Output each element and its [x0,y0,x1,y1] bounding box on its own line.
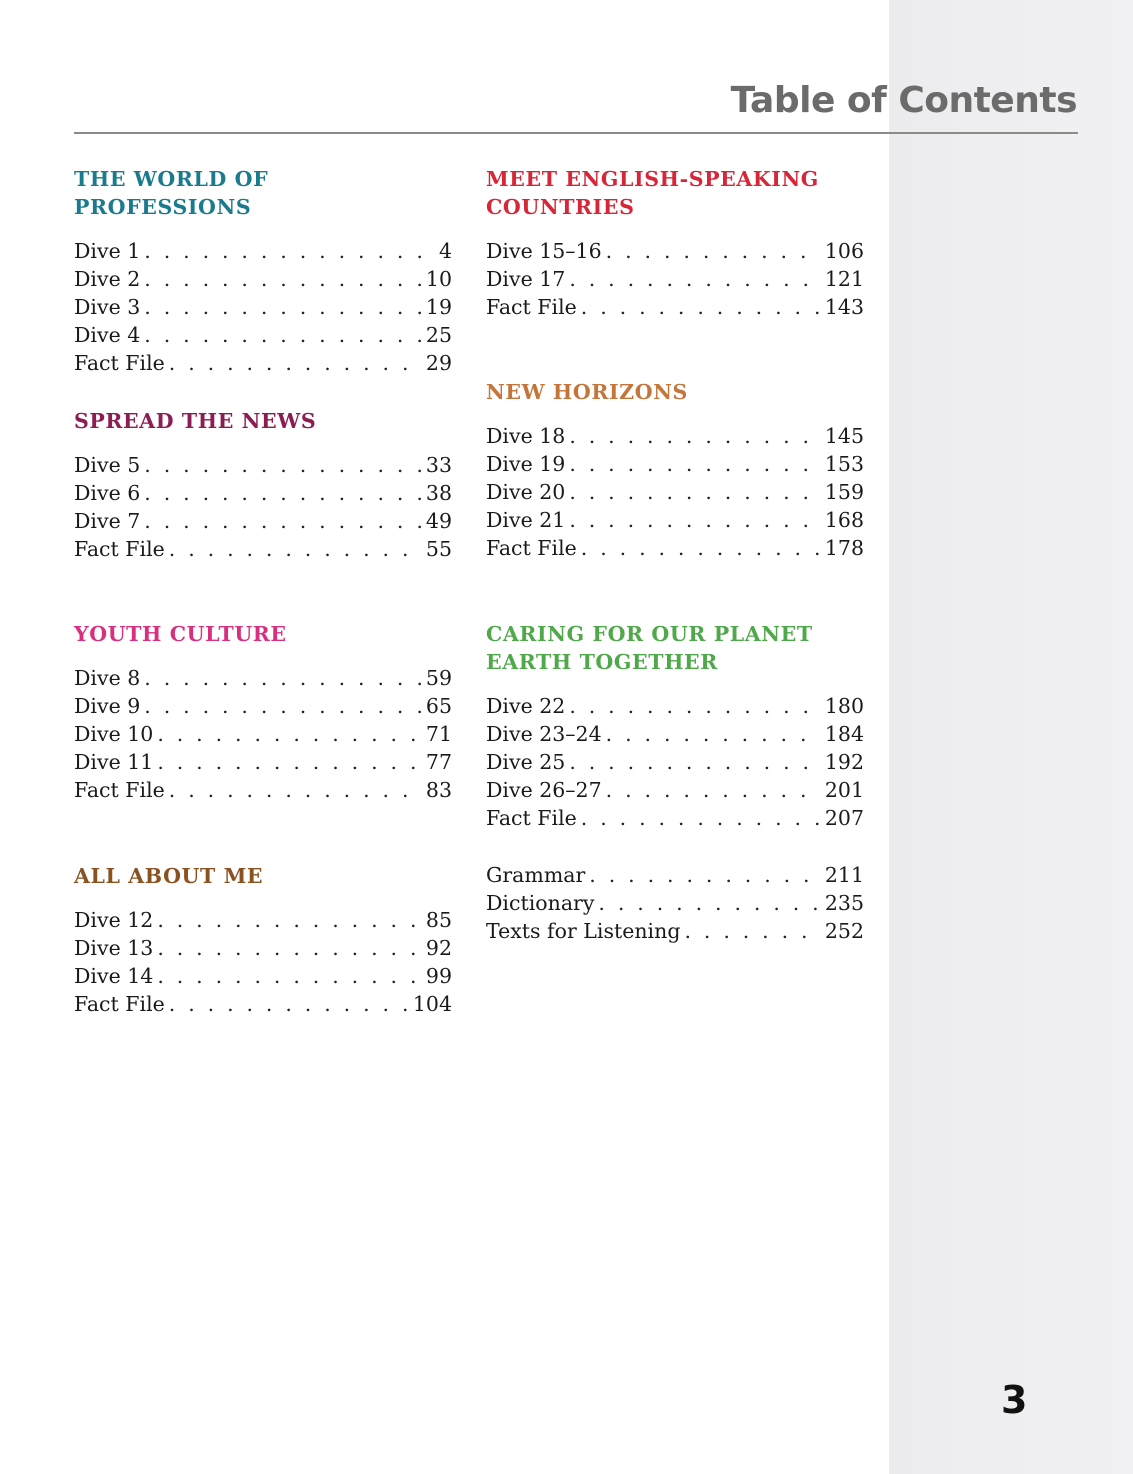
entry-page: 121 [824,267,864,291]
toc-entry[interactable] [486,534,864,562]
page-title: Table of Contents [730,80,1077,121]
entry-page: 71 [425,722,452,746]
entry-label: Dive 12 [74,908,154,932]
toc-entry[interactable] [486,237,864,265]
dot-leader [157,906,422,934]
dot-leader [569,422,821,450]
section-all-about-me [74,862,452,1018]
toc-entry-dictionary[interactable] [486,889,864,917]
toc-entry[interactable] [74,748,452,776]
section-heading: SPREAD THE NEWS [74,409,317,433]
dot-leader [606,776,821,804]
entry-page: 178 [824,536,864,560]
toc-entry[interactable] [74,776,452,804]
dot-leader [144,293,422,321]
toc-entry-grammar[interactable] [486,861,864,889]
dot-leader [169,776,422,804]
toc-entry[interactable] [486,748,864,776]
dot-leader [589,861,821,889]
entry-label: Fact File [74,992,165,1016]
entry-page: 59 [425,666,452,690]
toc-entry[interactable] [74,664,452,692]
toc-entry[interactable] [486,293,864,321]
dot-leader [581,534,821,562]
entry-label: Fact File [486,295,577,319]
dot-leader [606,237,821,265]
entry-page: 201 [824,778,864,802]
section-spread-the-news [74,407,452,563]
entry-page: 235 [824,891,864,915]
dot-leader [684,917,820,945]
entry-label: Dive 9 [74,694,141,718]
section-appendices [486,861,864,945]
entry-page: 85 [425,908,452,932]
section-heading: THE WORLD OF PROFESSIONS [74,167,269,219]
toc-entry[interactable] [486,422,864,450]
dot-leader [581,293,821,321]
section-heading: NEW HORIZONS [486,380,688,404]
entry-page: 104 [412,992,452,1016]
entry-page: 143 [824,295,864,319]
toc-entry[interactable] [486,804,864,832]
entry-page: 83 [425,778,452,802]
entry-page: 145 [824,424,864,448]
entry-label: Dive 1 [74,239,141,263]
toc-entry[interactable] [74,720,452,748]
section-heading: ALL ABOUT ME [74,864,264,888]
toc-entry[interactable] [486,720,864,748]
dot-leader [157,962,422,990]
entry-label: Dive 13 [74,936,154,960]
entry-page: 211 [824,863,864,887]
entry-label: Fact File [74,778,165,802]
toc-entry[interactable] [74,507,452,535]
entry-page: 99 [425,964,452,988]
entry-page: 77 [425,750,452,774]
toc-entry[interactable] [74,293,452,321]
entry-label: Dive 3 [74,295,141,319]
dot-leader [157,934,422,962]
entry-label: Dive 10 [74,722,154,746]
toc-entry[interactable] [74,265,452,293]
section-youth-culture [74,620,452,804]
entry-label: Dive 14 [74,964,154,988]
entry-page: 25 [425,323,452,347]
toc-entry[interactable] [74,692,452,720]
dot-leader [144,664,422,692]
entry-page: 180 [824,694,864,718]
toc-entry[interactable] [74,237,452,265]
toc-entry[interactable] [74,479,452,507]
dot-leader [569,450,821,478]
toc-entry[interactable] [74,321,452,349]
toc-entry[interactable] [74,451,452,479]
dot-leader [144,321,422,349]
dot-leader [569,478,821,506]
entry-page: 159 [824,480,864,504]
dot-leader [606,720,821,748]
entry-label: Dive 15–16 [486,239,602,263]
entry-page: 19 [425,295,452,319]
section-heading: YOUTH CULTURE [74,622,287,646]
dot-leader [569,748,821,776]
entry-label: Dive 22 [486,694,566,718]
toc-entry[interactable] [74,934,452,962]
toc-entry[interactable] [486,506,864,534]
section-heading: MEET ENGLISH-SPEAKING COUNTRIES [486,167,819,219]
side-band [889,0,1133,1474]
dot-leader [569,692,821,720]
entry-label: Dive 8 [74,666,141,690]
entry-label: Fact File [74,537,165,561]
toc-entry[interactable] [486,692,864,720]
entry-label: Dive 11 [74,750,154,774]
toc-entry[interactable] [486,776,864,804]
entry-label: Fact File [74,351,165,375]
entry-page: 252 [824,919,864,943]
entry-page: 92 [425,936,452,960]
dot-leader [144,237,435,265]
dot-leader [569,506,821,534]
dot-leader [169,535,422,563]
entry-label: Dive 6 [74,481,141,505]
dot-leader [169,990,409,1018]
entry-label: Dive 17 [486,267,566,291]
entry-page: 10 [425,267,452,291]
entry-label: Dive 4 [74,323,141,347]
entry-label: Fact File [486,806,577,830]
dot-leader [144,265,422,293]
page-number: 3 [1001,1378,1028,1422]
entry-label: Fact File [486,536,577,560]
dot-leader [569,265,821,293]
section-caring-for-planet [486,620,864,832]
toc-entry[interactable] [486,265,864,293]
section-new-horizons [486,378,864,562]
dot-leader [144,507,422,535]
dot-leader [169,349,422,377]
dot-leader [157,720,422,748]
toc-entry[interactable] [486,450,864,478]
dot-leader [598,889,820,917]
entry-label: Dive 18 [486,424,566,448]
dot-leader [581,804,821,832]
entry-label: Grammar [486,863,586,887]
section-meet-english-speaking [486,165,864,321]
entry-page: 168 [824,508,864,532]
entry-label: Texts for Listening [486,919,681,943]
toc-entry[interactable] [486,478,864,506]
dot-leader [157,748,422,776]
entry-page: 49 [425,509,452,533]
entry-page: 184 [824,722,864,746]
entry-label: Dictionary [486,891,595,915]
toc-entry[interactable] [74,535,452,563]
entry-label: Dive 26–27 [486,778,602,802]
entry-label: Dive 5 [74,453,141,477]
toc-entry[interactable] [74,990,452,1018]
entry-page: 38 [425,481,452,505]
entry-page: 192 [824,750,864,774]
toc-entry[interactable] [74,906,452,934]
section-world-of-professions [74,165,452,377]
entry-page: 106 [824,239,864,263]
dot-leader [144,451,422,479]
entry-label: Dive 21 [486,508,566,532]
entry-label: Dive 2 [74,267,141,291]
dot-leader [144,479,422,507]
entry-label: Dive 25 [486,750,566,774]
entry-page: 29 [425,351,452,375]
entry-label: Dive 23–24 [486,722,602,746]
entry-label: Dive 20 [486,480,566,504]
entry-page: 65 [425,694,452,718]
entry-page: 55 [425,537,452,561]
toc-entry[interactable] [74,349,452,377]
section-heading: CARING FOR OUR PLANET EARTH TOGETHER [486,622,813,674]
entry-label: Dive 7 [74,509,141,533]
toc-entry[interactable] [74,962,452,990]
entry-page: 33 [425,453,452,477]
entry-label: Dive 19 [486,452,566,476]
title-rule [74,132,1078,134]
toc-entry-texts-for-listening[interactable] [486,917,864,945]
dot-leader [144,692,422,720]
entry-page: 207 [824,806,864,830]
entry-page: 4 [438,239,452,263]
entry-page: 153 [824,452,864,476]
